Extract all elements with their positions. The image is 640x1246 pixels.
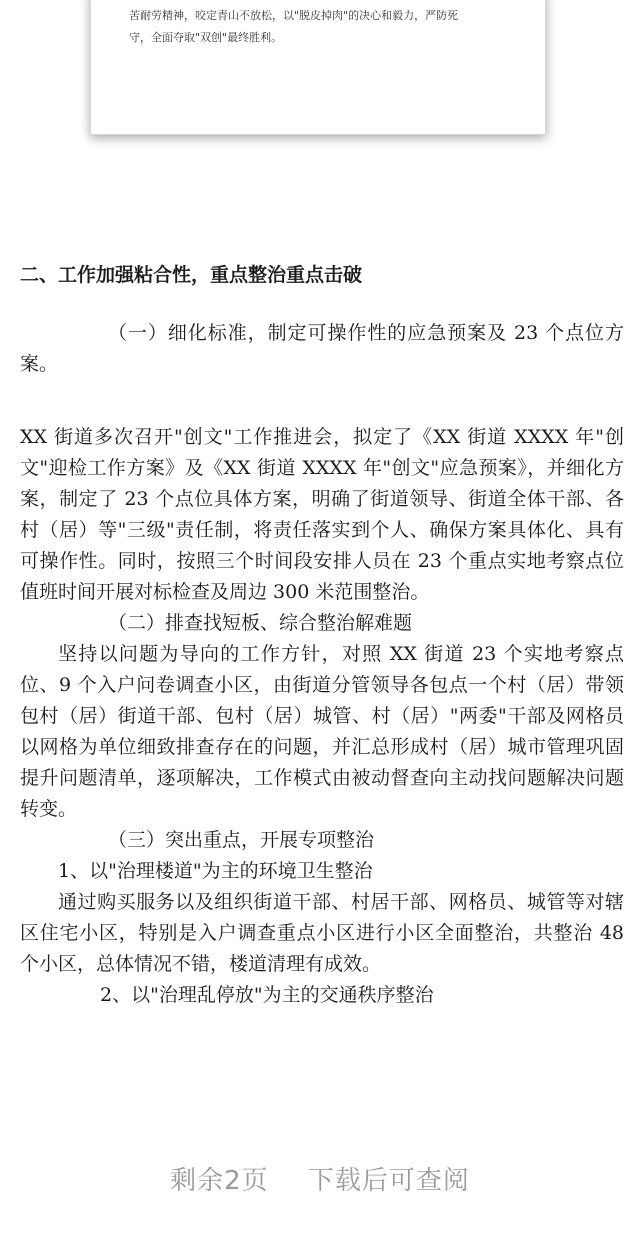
item-heading-2: 2、以"治理乱停放"为主的交通秩序整治 bbox=[100, 984, 434, 1006]
subsection-heading-3: （三）突出重点，开展专项整治 bbox=[108, 829, 375, 851]
document-body bbox=[20, 260, 624, 1011]
download-prompt[interactable] bbox=[0, 1160, 640, 1197]
paragraph-3: 通过购买服务以及组织街道干部、村居干部、网格员、城管等对辖区住宅小区，特别是入户调查重点小区进行小区全面整治，共整治 48 个小区，总体情况不错，楼道清理有成效。 bbox=[20, 891, 624, 975]
subsection-heading-1: （一）细化标准，制定可操作性的应急预案及 23 个点位方案。 bbox=[20, 322, 624, 375]
download-to-view-label[interactable]: 下载后可查阅 bbox=[307, 1166, 470, 1196]
preview-line: 守，全面夺取"双创"最终胜利。 bbox=[129, 31, 283, 44]
preview-page-card bbox=[90, 0, 546, 135]
remaining-pages-label: 剩余2页 bbox=[170, 1166, 269, 1196]
item-heading-1: 1、以"治理楼道"为主的环境卫生整治 bbox=[58, 860, 373, 882]
paragraph-1: XX 街道多次召开"创文"工作推进会，拟定了《XX 街道 XXXX 年"创文"迎检工作方案》及《XX 街道 XXXX 年"创文"应急预案》，并细化方案，制定了 23 个点位具体方案，明确了街道领导、街道全体干部、各村（居）等"三级"责任制，将责任落实到个人、确保方案具体化、具有可操作性。同时，按照三个时间段安排人员在 23 个重点实地考察点位值班时间开展对标检查及周边 300 米范围整治。 bbox=[20, 426, 624, 603]
preview-line: 苦耐劳精神，咬定青山不放松，以"脱皮掉肉"的决心和毅力，严防死 bbox=[129, 9, 459, 22]
section-heading: 二、工作加强粘合性，重点整治重点击破 bbox=[20, 264, 363, 286]
paragraph-2: 坚持以问题为导向的工作方针，对照 XX 街道 23 个实地考察点位、9 个入户问卷调查小区，由街道分管领导各包点一个村（居）带领包村（居）街道干部、包村（居）城管、村（居）"两委"干部及网格员以网格为单位细致排查存在的问题，并汇总形成村（居）城市管理巩固提升问题清单，逐项解决，工作模式由被动督查向主动找问题解决问题转变。 bbox=[20, 643, 624, 820]
subsection-heading-2: （二）排查找短板、综合整治解难题 bbox=[108, 612, 413, 634]
